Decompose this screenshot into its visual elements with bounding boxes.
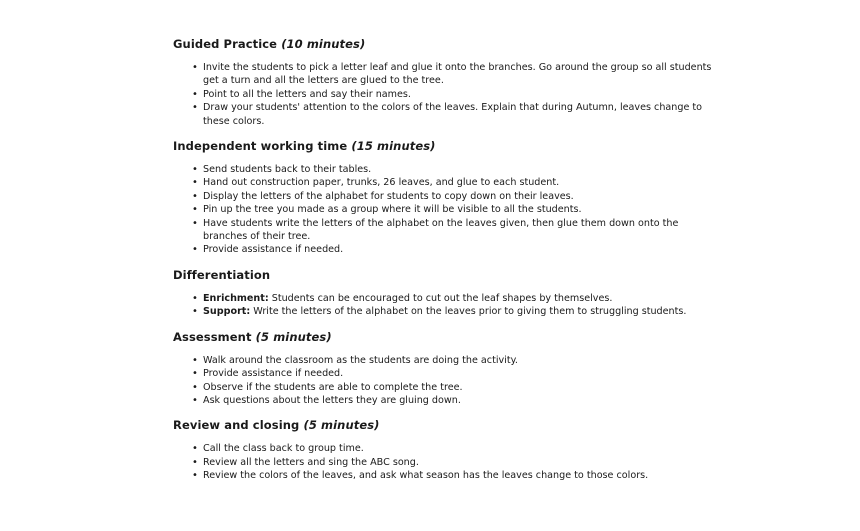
item-text: Invite the students to pick a letter leaf and glue it onto the branches. Go around the group so all students get a turn and all the letters are glued to the tree.: [203, 62, 712, 87]
list-item: [173, 354, 713, 367]
list-item: [173, 469, 713, 482]
item-text: Write the letters of the alphabet on the leaves prior to giving them to struggling students.: [253, 306, 687, 318]
item-text: Send students back to their tables.: [203, 164, 372, 176]
bullet-list: [173, 442, 713, 482]
item-text: Walk around the classroom as the students are doing the activity.: [203, 354, 518, 366]
bullet-list: [173, 61, 713, 128]
item-text: Provide assistance if needed.: [203, 368, 344, 380]
section-heading: [173, 138, 713, 154]
section-title: Guided Practice: [173, 37, 278, 51]
item-text: Pin up the tree you made as a group where it will be visible to all the students.: [203, 204, 582, 216]
section-duration: (10 minutes): [281, 37, 366, 51]
section-heading: [173, 329, 713, 345]
section-duration: (15 minutes): [351, 139, 436, 154]
section-guided-practice: [173, 36, 713, 128]
lesson-plan-document: [173, 36, 713, 493]
section-title: Assessment: [173, 329, 252, 344]
section-title: Review and closing: [173, 418, 300, 433]
item-text: Provide assistance if needed.: [203, 244, 344, 256]
section-title: Differentiation: [173, 267, 271, 282]
section-duration: (5 minutes): [303, 418, 380, 433]
bullet-list: [173, 163, 713, 257]
section-heading: [173, 36, 713, 52]
item-text: Have students write the letters of the alphabet on the leaves given, then glue them down onto the branches of their tree.: [203, 217, 679, 243]
list-item: [173, 190, 713, 203]
bullet-list: [173, 354, 713, 408]
section-heading: [173, 267, 713, 283]
section-assessment: [173, 329, 713, 408]
item-lead-label: Enrichment:: [203, 292, 269, 304]
list-item: [173, 456, 713, 469]
section-duration: (5 minutes): [255, 329, 332, 344]
list-item: [173, 88, 713, 101]
item-text: Point to all the letters and say their names.: [203, 88, 411, 100]
section-title: Independent working time: [173, 139, 348, 154]
list-item: [173, 305, 713, 318]
item-text: Students can be encouraged to cut out the leaf shapes by themselves.: [271, 292, 613, 304]
item-text: Ask questions about the letters they are gluing down.: [203, 394, 461, 406]
section-independent-working-time: [173, 138, 713, 257]
section-review-and-closing: [173, 417, 713, 482]
list-item: [173, 243, 713, 256]
list-item: [173, 176, 713, 189]
list-item: [173, 292, 713, 305]
list-item: [173, 163, 713, 176]
item-text: Display the letters of the alphabet for students to copy down on their leaves.: [203, 190, 574, 202]
list-item: [173, 101, 713, 128]
list-item: [173, 203, 713, 216]
item-text: Review the colors of the leaves, and ask what season has the leaves change to those colors.: [203, 470, 649, 482]
item-text: Call the class back to group time.: [203, 443, 364, 455]
item-text: Observe if the students are able to complete the tree.: [203, 381, 463, 393]
section-heading: [173, 417, 713, 433]
item-text: Review all the letters and sing the ABC song.: [203, 456, 419, 468]
list-item: [173, 367, 713, 380]
list-item: [173, 381, 713, 394]
list-item: [173, 442, 713, 455]
item-text: Hand out construction paper, trunks, 26 leaves, and glue to each student.: [203, 177, 560, 189]
item-lead-label: Support:: [203, 306, 251, 318]
section-differentiation: [173, 267, 713, 319]
bullet-list: [173, 292, 713, 319]
item-text: Draw your students' attention to the colors of the leaves. Explain that during Autumn, leaves change to these colors.: [203, 102, 703, 127]
list-item: [173, 394, 713, 407]
list-item: [173, 217, 713, 244]
list-item: [173, 61, 713, 88]
